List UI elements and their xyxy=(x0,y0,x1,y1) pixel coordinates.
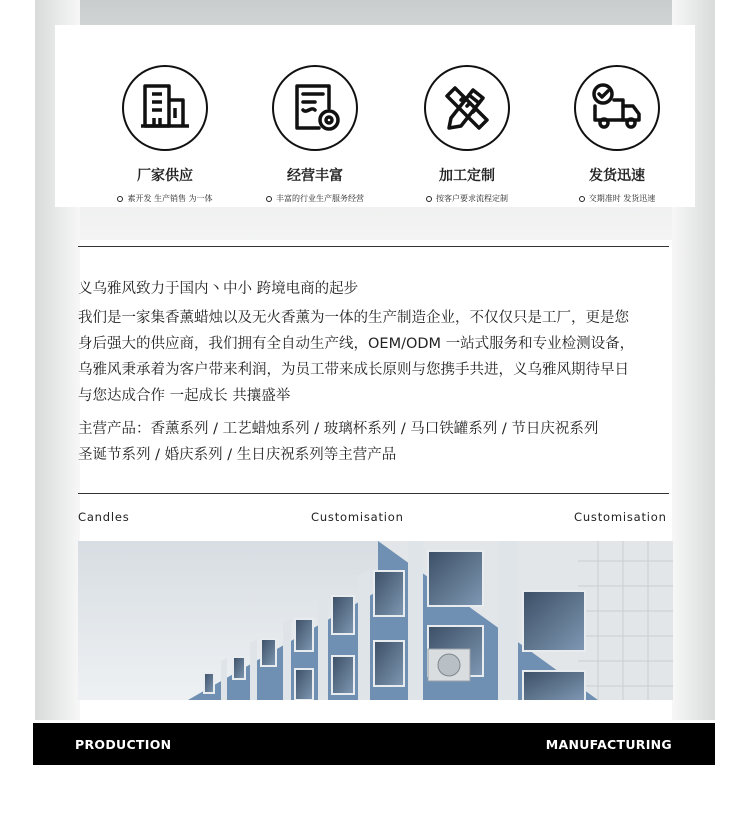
building-icon xyxy=(122,65,208,151)
intro-heading: 义乌雅风致力于国内丶中小 跨境电商的起步 xyxy=(78,281,359,297)
label-customisation-center: Customisation xyxy=(311,510,404,524)
feature-title: 经营丰富 xyxy=(287,168,343,184)
certificate-icon xyxy=(272,65,358,151)
bullet-icon xyxy=(117,196,123,202)
feature-title: 厂家供应 xyxy=(137,168,193,184)
divider xyxy=(78,493,669,494)
bullet-icon xyxy=(266,196,272,202)
label-candles: Candles xyxy=(78,510,130,524)
feature-subtitle: 素开发 生产销售 为一体 xyxy=(105,193,225,204)
feature-subtitle: 按客户要求流程定制 xyxy=(407,193,527,204)
intro-paragraph: 我们是一家集香薰蜡烛以及无火香薰为一体的生产制造企业，不仅仅只是工厂，更是您 身后强大的供应商，我们拥有全自动生产线，OEM/ODM 一站式服务和专业检测设备， 乌雅风秉承着为客户带来利润，为员工带来成长原则与您携手共进，义乌雅风期待早日 与您达成合作 一起成长 共攘盛举 xyxy=(78,310,635,404)
feature-subtitle: 丰富的行业生产服务经营 xyxy=(255,193,375,204)
feature-subtitle: 交期准时 发货迅速 xyxy=(557,193,677,204)
label-customisation-right: Customisation xyxy=(574,510,667,524)
feature-title: 加工定制 xyxy=(439,168,495,184)
footer-bar xyxy=(33,723,715,765)
bullet-icon xyxy=(579,196,585,202)
products-text: 主营产品：香薰系列 / 工艺蜡烛系列 / 玻璃杯系列 / 马口铁罐系列 / 节日庆祝系列 圣诞节系列 / 婚庆系列 / 生日庆祝系列等主营产品 xyxy=(78,421,599,463)
delivery-truck-icon xyxy=(574,65,660,151)
design-tools-icon xyxy=(424,65,510,151)
feature-experience xyxy=(255,65,375,204)
footer-production-label: PRODUCTION xyxy=(75,737,172,752)
feature-customization xyxy=(407,65,527,204)
divider xyxy=(78,246,669,247)
feature-shipping xyxy=(557,65,677,204)
feature-title: 发货迅速 xyxy=(589,168,645,184)
bullet-icon xyxy=(426,196,432,202)
features-card xyxy=(55,25,695,207)
footer-manufacturing-label: MANUFACTURING xyxy=(545,737,672,752)
feature-factory xyxy=(105,65,225,204)
factory-building-photo xyxy=(78,541,673,700)
